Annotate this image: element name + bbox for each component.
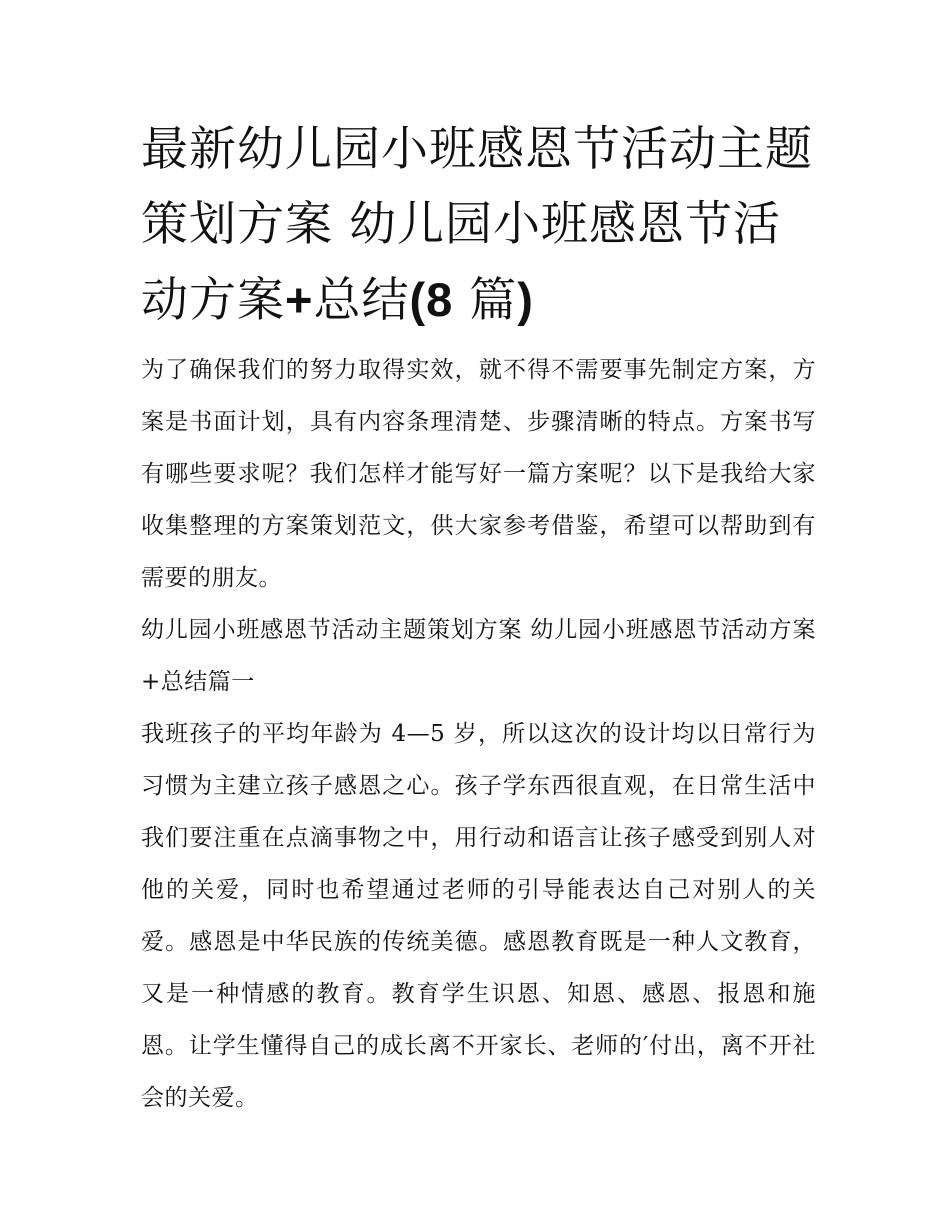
body-paragraph: 我班孩子的平均年龄为 4—5 岁，所以这次的设计均以日常行为习惯为主建立孩子感恩之心。孩子学东西很直观，在日常生活中我们要注重在点滴事物之中，用行动和语言让孩子感受到别人对他的关爱，同时也希望通过老师的引导能表达自己对别人的关爱。感恩是中华民族的传统美德。感恩教育既是一种人文教育，又是一种情感的教育。教育学生识恩、知恩、感恩、报恩和施恩。让学生懂得自己的成长离不开家长、老师的′付出，离不开社会的关爱。 — [141, 721, 816, 1111]
section-heading: 幼儿园小班感恩节活动主题策划方案 幼儿园小班感恩节活动方案+总结篇一 — [141, 617, 816, 695]
title-count-close: ) — [517, 273, 534, 326]
document-title — [141, 112, 816, 338]
title-count-unit: 篇 — [453, 273, 518, 328]
intro-paragraph: 为了确保我们的努力取得实效，就不得不需要事先制定方案，方案是书面计划，具有内容条理清楚、步骤清晰的特点。方案书写有哪些要求呢？我们怎样才能写好一篇方案呢？以下是我给大家收集整理的方案策划范文，供大家参考借鉴，希望可以帮助到有需要的朋友。 — [141, 357, 816, 591]
title-text: 最新幼儿园小班感恩节活动主题策划方案 幼儿园小班感恩节活动方案 — [141, 122, 813, 328]
title-count-open: (8 — [409, 273, 454, 326]
document-page — [141, 112, 816, 1124]
title-plus: + — [285, 273, 314, 326]
title-summary: 总结 — [313, 273, 410, 328]
